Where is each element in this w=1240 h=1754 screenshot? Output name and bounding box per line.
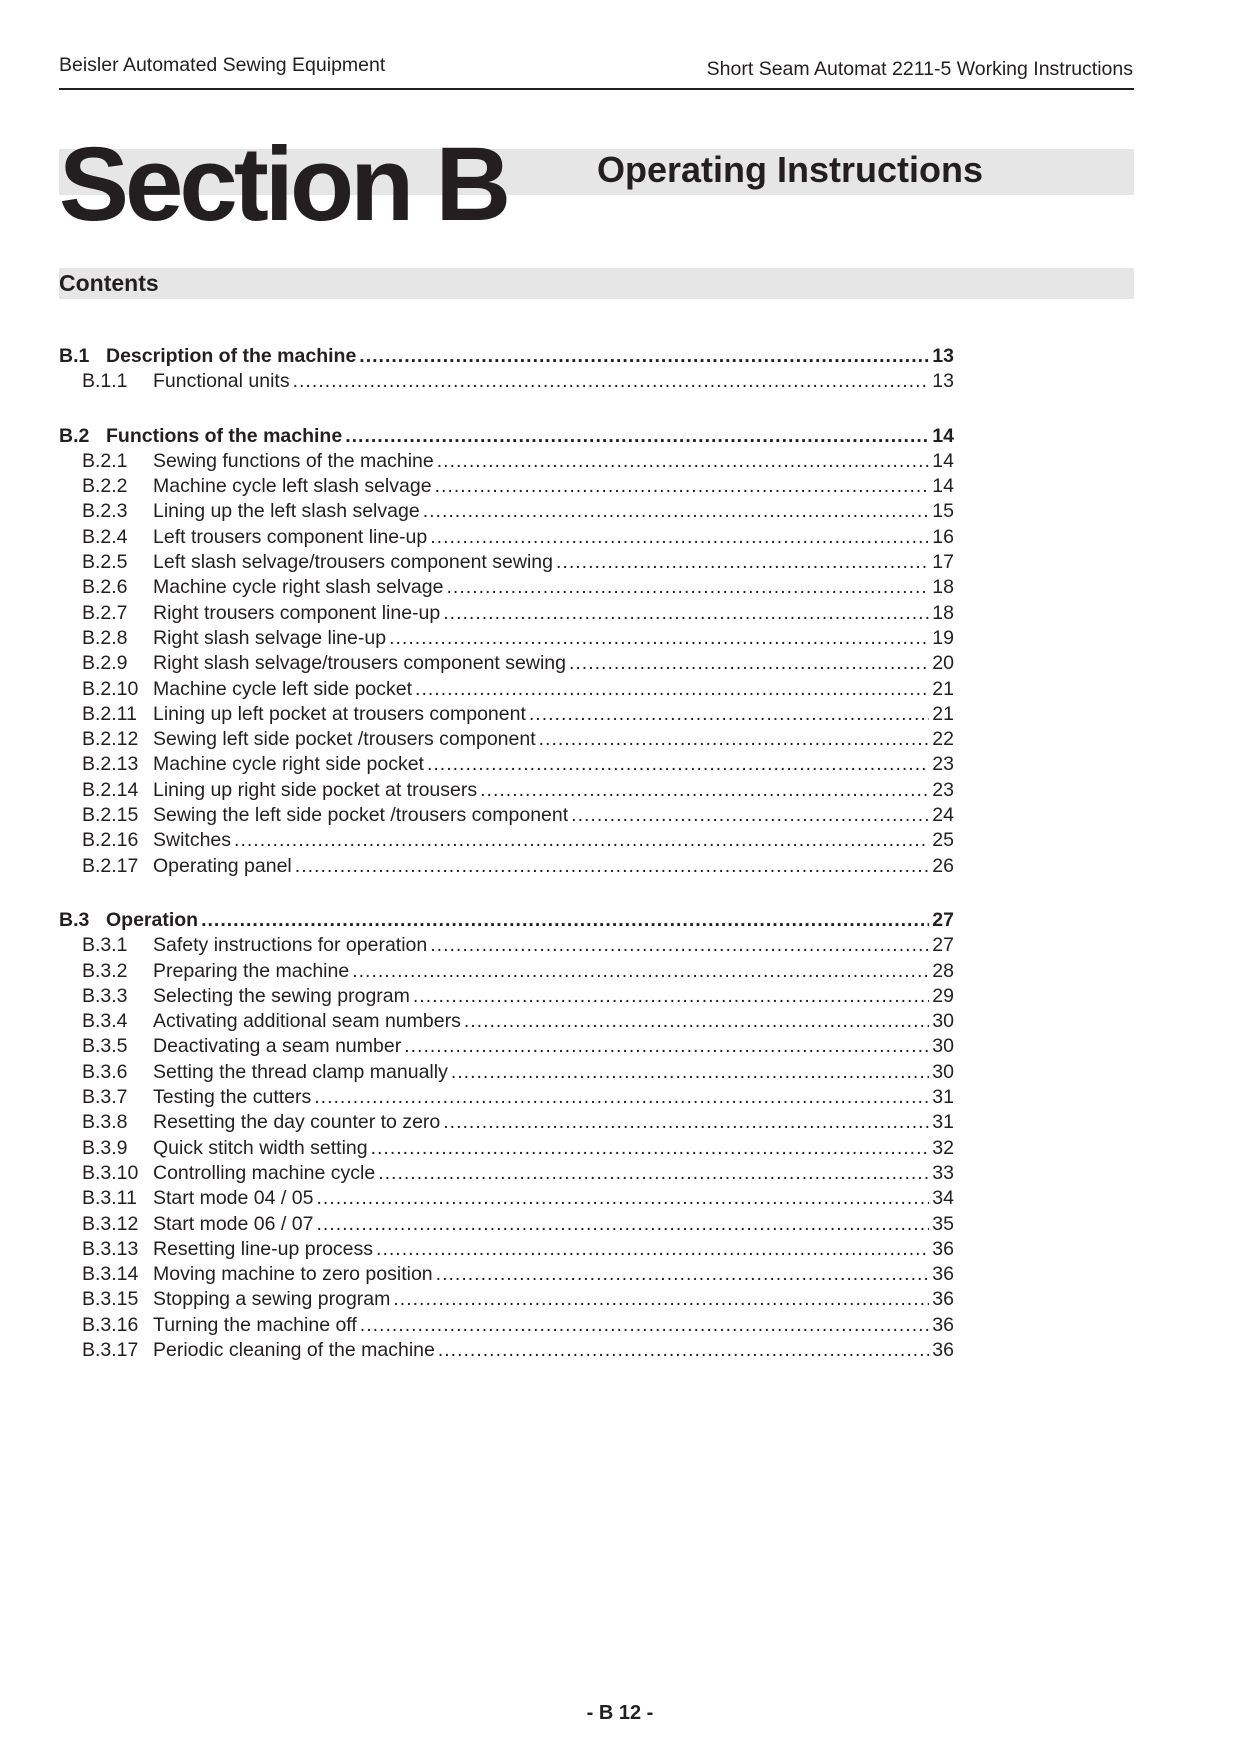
toc-entry-number: B.2.16 <box>82 829 139 852</box>
toc-entry-number: B.3.4 <box>82 1010 128 1033</box>
toc-subsection-entry[interactable] <box>59 1314 954 1339</box>
toc-section-entry[interactable] <box>59 345 954 370</box>
toc-entry-title: Operation <box>106 908 199 931</box>
toc-dot-leader <box>316 1213 929 1236</box>
toc-entry-title: Sewing left side pocket /trousers component <box>153 728 536 751</box>
toc-entry-title: Machine cycle right side pocket <box>153 753 424 776</box>
toc-dot-leader <box>446 576 929 599</box>
toc-entry-number: B.2.9 <box>82 652 128 675</box>
toc-entry-page: 25 <box>932 829 954 852</box>
toc-subsection-entry[interactable] <box>59 1035 954 1060</box>
toc-entry-page: 31 <box>932 1086 954 1109</box>
toc-entry-page: 14 <box>932 475 954 498</box>
toc-subsection-entry[interactable] <box>59 1061 954 1086</box>
toc-entry-page: 21 <box>932 677 954 700</box>
toc-entry-number: B.3 <box>59 908 90 931</box>
toc-subsection-entry[interactable] <box>59 1010 954 1035</box>
toc-entry-page: 13 <box>932 370 954 393</box>
toc-entry-number: B.3.2 <box>82 959 128 982</box>
toc-subsection-entry[interactable] <box>59 1137 954 1162</box>
toc-entry-number: B.3.8 <box>82 1111 128 1134</box>
toc-entry-title: Machine cycle right slash selvage <box>153 576 444 599</box>
toc-entry-number: B.2.2 <box>82 475 128 498</box>
toc-entry-page: 35 <box>932 1212 954 1235</box>
toc-entry-number: B.2.5 <box>82 551 128 574</box>
toc-dot-leader <box>437 450 930 473</box>
contents-bar <box>59 268 1134 299</box>
toc-entry-number: B.3.5 <box>82 1035 128 1058</box>
toc-dot-leader <box>464 1010 929 1033</box>
toc-entry-page: 16 <box>932 525 954 548</box>
toc-entry-number: B.2.12 <box>82 728 139 751</box>
toc-entry-page: 29 <box>932 984 954 1007</box>
toc-entry-title: Right trousers component line-up <box>153 601 441 624</box>
toc-entry-number: B.2.15 <box>82 804 139 827</box>
toc-dot-leader <box>451 1061 929 1084</box>
toc-entry-number: B.2.4 <box>82 525 128 548</box>
toc-subsection-entry[interactable] <box>59 450 954 475</box>
toc-subsection-entry[interactable] <box>59 985 954 1010</box>
toc-subsection-entry[interactable] <box>59 1213 954 1238</box>
toc-entry-page: 26 <box>932 854 954 877</box>
toc-entry-page: 18 <box>932 601 954 624</box>
toc-entry-page: 18 <box>932 576 954 599</box>
toc-entry-title: Preparing the machine <box>153 959 350 982</box>
toc-entry-number: B.3.16 <box>82 1313 139 1336</box>
section-subtitle: Operating Instructions <box>597 149 984 190</box>
toc-entry-page: 14 <box>932 424 954 447</box>
toc-entry-number: B.2.10 <box>82 677 139 700</box>
table-of-contents <box>59 345 954 1393</box>
toc-entry-page: 28 <box>932 959 954 982</box>
toc-subsection-entry[interactable] <box>59 1162 954 1187</box>
toc-subsection-entry[interactable] <box>59 703 954 728</box>
toc-subsection-entry[interactable] <box>59 804 954 829</box>
toc-entry-number: B.3.17 <box>82 1338 139 1361</box>
toc-entry-page: 13 <box>932 345 954 367</box>
toc-entry-page: 30 <box>932 1035 954 1058</box>
toc-entry-page: 23 <box>932 753 954 776</box>
toc-subsection-entry[interactable] <box>59 1238 954 1263</box>
toc-entry-title: Lining up left pocket at trousers component <box>153 702 526 725</box>
toc-entry-title: Switches <box>153 829 232 852</box>
toc-entry-number: B.2.1 <box>82 449 128 472</box>
toc-dot-leader <box>359 345 929 368</box>
toc-dot-leader <box>430 526 929 549</box>
toc-entry-title: Quick stitch width setting <box>153 1136 368 1159</box>
toc-entry-title: Machine cycle left slash selvage <box>153 475 432 498</box>
toc-subsection-entry[interactable] <box>59 1339 954 1364</box>
toc-dot-leader <box>345 425 929 448</box>
toc-group <box>59 425 954 880</box>
toc-dot-leader <box>443 1111 929 1134</box>
toc-entry-title: Sewing the left side pocket /trousers component <box>153 804 569 827</box>
toc-entry-title: Stopping a sewing program <box>153 1288 391 1311</box>
toc-subsection-entry[interactable] <box>59 370 954 395</box>
toc-entry-page: 34 <box>932 1187 954 1210</box>
toc-entry-title: Controlling machine cycle <box>153 1161 376 1184</box>
toc-entry-number: B.3.11 <box>82 1187 137 1210</box>
toc-entry-title: Machine cycle left side pocket <box>153 677 413 700</box>
toc-entry-number: B.2.3 <box>82 500 128 523</box>
toc-entry-title: Sewing functions of the machine <box>153 449 434 472</box>
toc-entry-number: B.1 <box>59 345 90 367</box>
toc-dot-leader <box>378 1162 929 1185</box>
toc-section-entry[interactable] <box>59 909 954 934</box>
toc-subsection-entry[interactable] <box>59 500 954 525</box>
toc-subsection-entry[interactable] <box>59 551 954 576</box>
toc-entry-title: Functional units <box>153 370 290 393</box>
toc-subsection-entry[interactable] <box>59 1263 954 1288</box>
toc-entry-title: Periodic cleaning of the machine <box>153 1338 435 1361</box>
toc-subsection-entry[interactable] <box>59 627 954 652</box>
header-right-text: Short Seam Automat 2211-5 Working Instructions <box>706 58 1133 80</box>
toc-subsection-entry[interactable] <box>59 1086 954 1111</box>
toc-entry-page: 36 <box>932 1288 954 1311</box>
toc-entry-page: 36 <box>932 1338 954 1361</box>
toc-entry-title: Moving machine to zero position <box>153 1263 433 1286</box>
toc-subsection-entry[interactable] <box>59 652 954 677</box>
toc-entry-title: Lining up right side pocket at trousers <box>153 778 478 801</box>
toc-dot-leader <box>393 1288 929 1311</box>
toc-entry-page: 15 <box>932 500 954 523</box>
toc-entry-page: 32 <box>932 1136 954 1159</box>
toc-entry-number: B.3.9 <box>82 1136 128 1159</box>
toc-entry-page: 33 <box>932 1161 954 1184</box>
toc-entry-number: B.2.6 <box>82 576 128 599</box>
toc-subsection-entry[interactable] <box>59 526 954 551</box>
toc-entry-title: Start mode 06 / 07 <box>153 1212 314 1235</box>
toc-dot-leader <box>569 652 929 675</box>
toc-dot-leader <box>539 728 930 751</box>
toc-dot-leader <box>371 1137 930 1160</box>
toc-entry-title: Setting the thread clamp manually <box>153 1060 448 1083</box>
toc-dot-leader <box>376 1238 929 1261</box>
toc-dot-leader <box>404 1035 929 1058</box>
toc-entry-title: Start mode 04 / 05 <box>153 1187 314 1210</box>
toc-dot-leader <box>529 703 929 726</box>
toc-entry-page: 22 <box>932 728 954 751</box>
toc-entry-page: 21 <box>932 702 954 725</box>
toc-dot-leader <box>234 829 929 852</box>
toc-entry-title: Left slash selvage/trousers component sewing <box>153 551 553 574</box>
toc-dot-leader <box>316 1187 929 1210</box>
toc-subsection-entry[interactable] <box>59 602 954 627</box>
toc-entry-number: B.3.15 <box>82 1288 139 1311</box>
toc-dot-leader <box>430 934 929 957</box>
toc-entry-number: B.2.13 <box>82 753 139 776</box>
toc-entry-title: Resetting the day counter to zero <box>153 1111 441 1134</box>
toc-subsection-entry[interactable] <box>59 829 954 854</box>
toc-group <box>59 345 954 396</box>
toc-entry-title: Functions of the machine <box>106 424 343 447</box>
toc-entry-number: B.3.10 <box>82 1161 139 1184</box>
toc-subsection-entry[interactable] <box>59 1187 954 1212</box>
toc-dot-leader <box>556 551 929 574</box>
toc-entry-page: 36 <box>932 1313 954 1336</box>
toc-entry-number: B.2 <box>59 424 90 447</box>
toc-entry-number: B.3.14 <box>82 1263 139 1286</box>
toc-dot-leader <box>201 909 929 932</box>
toc-entry-number: B.2.14 <box>82 778 139 801</box>
toc-entry-title: Lining up the left slash selvage <box>153 500 420 523</box>
toc-entry-title: Left trousers component line-up <box>153 525 428 548</box>
toc-entry-number: B.3.3 <box>82 984 128 1007</box>
toc-dot-leader <box>571 804 929 827</box>
toc-dot-leader <box>352 960 929 983</box>
toc-entry-page: 27 <box>932 934 954 957</box>
toc-entry-page: 17 <box>932 551 954 574</box>
toc-group <box>59 909 954 1364</box>
toc-entry-title: Activating additional seam numbers <box>153 1010 461 1033</box>
toc-subsection-entry[interactable] <box>59 576 954 601</box>
toc-subsection-entry[interactable] <box>59 779 954 804</box>
toc-entry-page: 24 <box>932 804 954 827</box>
header-left-text: Beisler Automated Sewing Equipment <box>59 54 386 76</box>
toc-entry-number: B.3.7 <box>82 1086 128 1109</box>
toc-entry-number: B.2.7 <box>82 601 128 624</box>
toc-dot-leader <box>360 1314 930 1337</box>
section-title: Section B <box>59 126 508 243</box>
toc-entry-page: 14 <box>932 449 954 472</box>
toc-dot-leader <box>415 678 929 701</box>
toc-entry-page: 30 <box>932 1060 954 1083</box>
toc-subsection-entry[interactable] <box>59 960 954 985</box>
toc-entry-title: Selecting the sewing program <box>153 984 410 1007</box>
toc-dot-leader <box>427 753 929 776</box>
toc-dot-leader <box>443 602 929 625</box>
toc-entry-title: Safety instructions for operation <box>153 934 428 957</box>
toc-subsection-entry[interactable] <box>59 678 954 703</box>
page-number-footer: - B 12 - <box>586 1702 654 1724</box>
toc-entry-page: 31 <box>932 1111 954 1134</box>
toc-subsection-entry[interactable] <box>59 475 954 500</box>
toc-dot-leader <box>438 1339 929 1362</box>
toc-entry-title: Right slash selvage/trousers component sewing <box>153 652 566 675</box>
toc-entry-number: B.3.13 <box>82 1237 139 1260</box>
toc-entry-title: Right slash selvage line-up <box>153 626 387 649</box>
toc-subsection-entry[interactable] <box>59 1288 954 1313</box>
toc-entry-title: Operating panel <box>153 854 292 877</box>
toc-section-entry[interactable] <box>59 425 954 450</box>
toc-dot-leader <box>413 985 929 1008</box>
toc-subsection-entry[interactable] <box>59 1111 954 1136</box>
toc-entry-number: B.2.8 <box>82 626 128 649</box>
toc-entry-title: Description of the machine <box>106 345 357 367</box>
toc-subsection-entry[interactable] <box>59 855 954 880</box>
toc-dot-leader <box>389 627 929 650</box>
toc-dot-leader <box>314 1086 929 1109</box>
toc-entry-number: B.1.1 <box>82 370 128 393</box>
toc-dot-leader <box>293 370 930 393</box>
toc-entry-title: Deactivating a seam number <box>153 1035 402 1058</box>
contents-heading: Contents <box>59 270 159 296</box>
toc-entry-page: 27 <box>932 908 954 931</box>
toc-subsection-entry[interactable] <box>59 753 954 778</box>
toc-entry-number: B.3.6 <box>82 1060 128 1083</box>
toc-entry-number: B.3.1 <box>82 934 128 957</box>
toc-entry-page: 19 <box>932 626 954 649</box>
toc-entry-page: 36 <box>932 1263 954 1286</box>
toc-dot-leader <box>480 779 929 802</box>
toc-entry-page: 20 <box>932 652 954 675</box>
toc-entry-title: Testing the cutters <box>153 1086 312 1109</box>
toc-dot-leader <box>436 1263 930 1286</box>
toc-subsection-entry[interactable] <box>59 728 954 753</box>
toc-dot-leader <box>423 500 930 523</box>
toc-entry-title: Turning the machine off <box>153 1313 357 1336</box>
toc-entry-number: B.2.17 <box>82 854 139 877</box>
toc-dot-leader <box>295 855 930 878</box>
toc-subsection-entry[interactable] <box>59 934 954 959</box>
toc-entry-page: 23 <box>932 778 954 801</box>
toc-entry-page: 36 <box>932 1237 954 1260</box>
toc-entry-page: 30 <box>932 1010 954 1033</box>
toc-dot-leader <box>435 475 930 498</box>
toc-entry-number: B.2.11 <box>82 702 137 725</box>
toc-entry-number: B.3.12 <box>82 1212 139 1235</box>
toc-entry-title: Resetting line-up process <box>153 1237 374 1260</box>
header-rule <box>59 88 1134 90</box>
